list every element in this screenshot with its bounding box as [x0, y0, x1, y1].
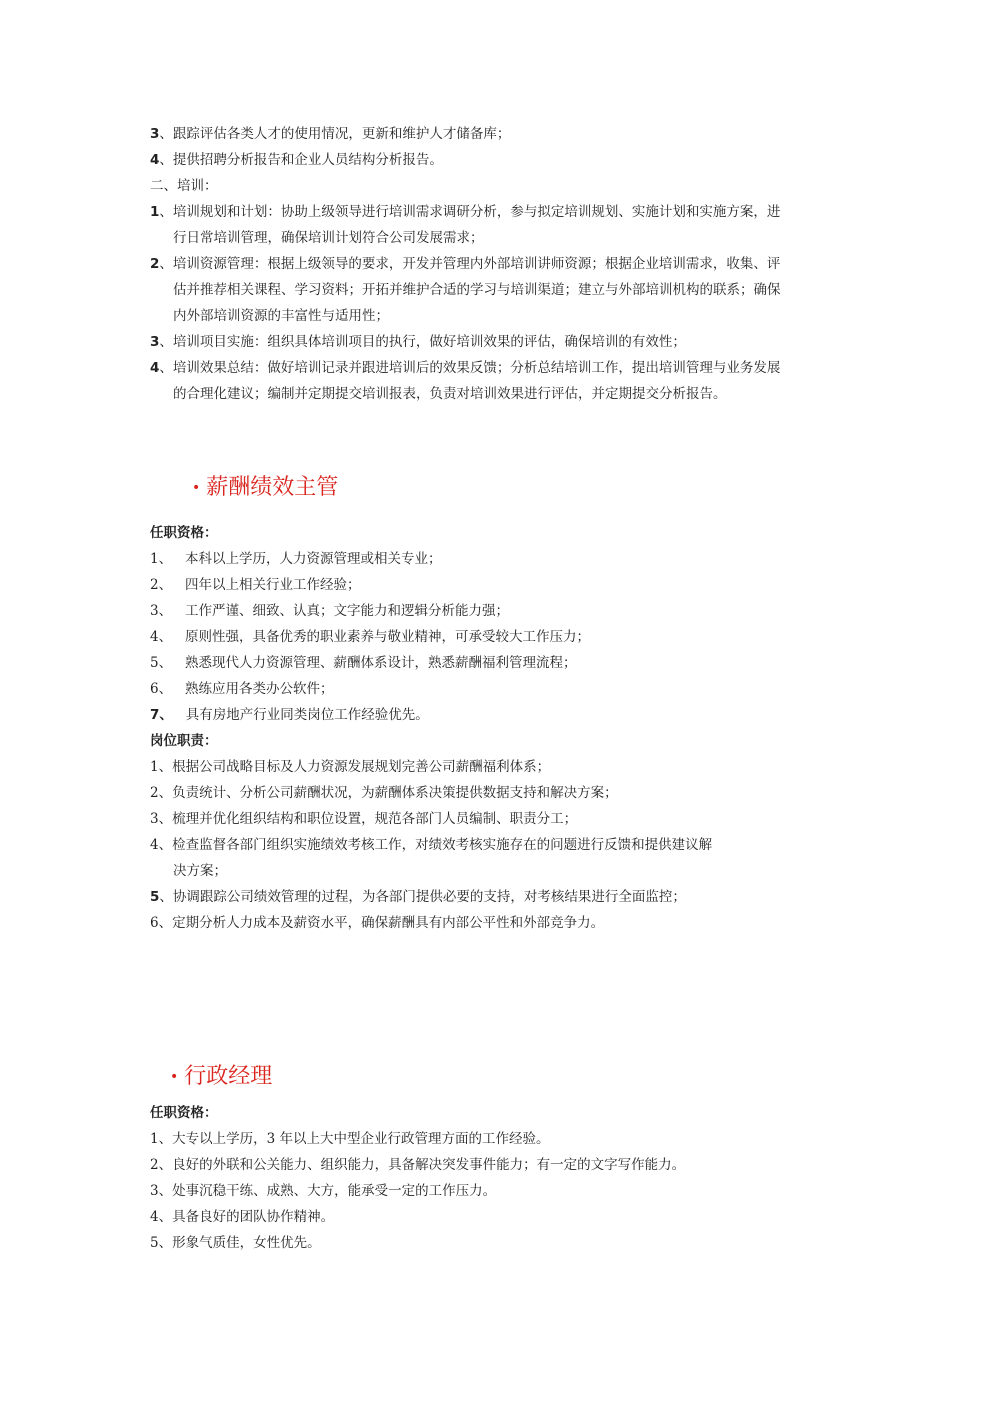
qual-item: 1、大专以上学历，3 年以上大中型企业行政管理方面的工作经验。 — [150, 1131, 550, 1147]
duty-item: 2、负责统计、分析公司薪酬状况，为薪酬体系决策提供数据支持和解决方案； — [150, 785, 618, 801]
heading-compensation: • 薪酬绩效主管 — [192, 475, 339, 500]
qual-item: 6、 熟练应用各类办公软件； — [150, 681, 334, 697]
training-item-4: 4、培训效果总结：做好培训记录并跟进培训后的效果反馈；分析总结培训工作，提出培训管理与业务发展 — [150, 360, 781, 376]
bullet-icon: • — [192, 480, 201, 496]
qual-item: 1、 本科以上学历，人力资源管理或相关专业； — [150, 551, 442, 567]
duty-item: 1、根据公司战略目标及人力资源发展规划完善公司薪酬福利体系； — [150, 759, 551, 775]
duty-label: 岗位职责： — [150, 733, 218, 749]
section-title-training: 二、培训： — [150, 178, 218, 194]
qual-item: 4、具备良好的团队协作精神。 — [150, 1209, 335, 1225]
qual-item: 2、良好的外联和公关能力、组织能力，具备解决突发事件能力；有一定的文字写作能力。 — [150, 1157, 686, 1173]
training-item-1: 1、培训规划和计划：协助上级领导进行培训需求调研分析，参与拟定培训规划、实施计划和实施方案，进 — [150, 204, 781, 220]
duty-item: 6、定期分析人力成本及薪资水平，确保薪酬具有内部公平性和外部竞争力。 — [150, 915, 605, 931]
qual-item: 3、处事沉稳干练、成熟、大方，能承受一定的工作压力。 — [150, 1183, 497, 1199]
duty-item-cont: 决方案； — [173, 863, 227, 879]
qual-item: 2、 四年以上相关行业工作经验； — [150, 577, 361, 593]
training-item-2-cont: 内外部培训资源的丰富性与适用性； — [173, 308, 389, 324]
recruit-item-4: 4、提供招聘分析报告和企业人员结构分析报告。 — [150, 152, 443, 168]
training-item-3: 3、培训项目实施：组织具体培训项目的执行，做好培训效果的评估，确保培训的有效性； — [150, 334, 686, 350]
duty-item: 3、梳理并优化组织结构和职位设置，规范各部门人员编制、职责分工； — [150, 811, 578, 827]
qual-label: 任职资格： — [150, 525, 218, 541]
training-item-4-cont: 的合理化建议；编制并定期提交培训报表，负责对培训效果进行评估，并定期提交分析报告。 — [173, 386, 727, 402]
duty-item: 4、检查监督各部门组织实施绩效考核工作，对绩效考核实施存在的问题进行反馈和提供建议解 — [150, 837, 713, 853]
qual-item: 7、 具有房地产行业同类岗位工作经验优先。 — [150, 707, 429, 723]
duty-item: 5、协调跟踪公司绩效管理的过程，为各部门提供必要的支持，对考核结果进行全面监控； — [150, 889, 686, 905]
qual-item: 3、 工作严谨、细致、认真；文字能力和逻辑分析能力强； — [150, 603, 509, 619]
qual-item: 4、 原则性强，具备优秀的职业素养与敬业精神，可承受较大工作压力； — [150, 629, 590, 645]
training-item-2-cont: 估并推荐相关课程、学习资料；开拓并维护合适的学习与培训渠道；建立与外部培训机构的联系；确保 — [173, 282, 781, 298]
qual-label: 任职资格： — [150, 1105, 218, 1121]
bullet-icon: • — [170, 1069, 179, 1085]
training-item-2: 2、培训资源管理：根据上级领导的要求，开发并管理内外部培训讲师资源；根据企业培训需求，收集、评 — [150, 256, 781, 272]
heading-admin: • 行政经理 — [170, 1064, 273, 1089]
training-item-1-cont: 行日常培训管理，确保培训计划符合公司发展需求； — [173, 230, 484, 246]
qual-item: 5、形象气质佳，女性优先。 — [150, 1235, 321, 1251]
qual-item: 5、 熟悉现代人力资源管理、薪酬体系设计，熟悉薪酬福利管理流程； — [150, 655, 577, 671]
recruit-item-3: 3、跟踪评估各类人才的使用情况，更新和维护人才储备库； — [150, 126, 511, 142]
